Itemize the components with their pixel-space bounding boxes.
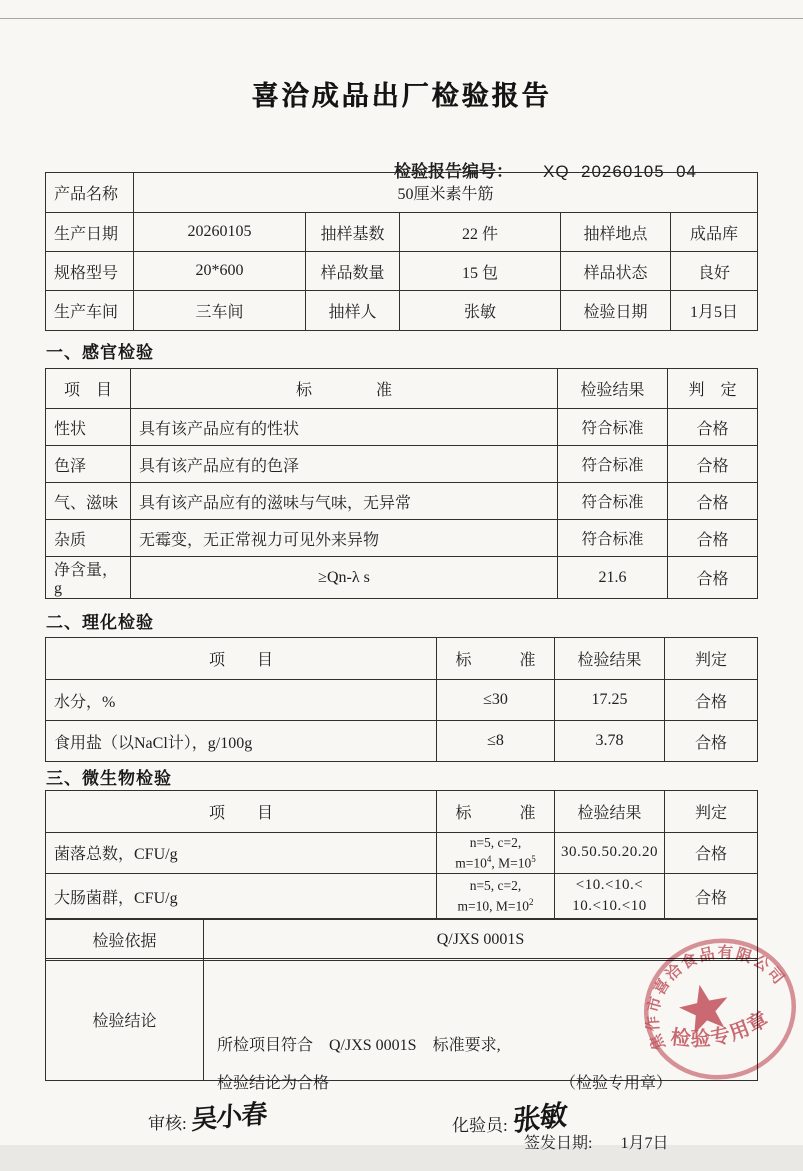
sampler-label: 抽样人 — [306, 291, 400, 331]
physchem-item: 水分，% — [46, 680, 437, 721]
section-heading-sensory: 一、感官检验 — [46, 343, 154, 362]
basis-label: 检验依据 — [46, 919, 204, 961]
sensory-judge: 合格 — [668, 446, 758, 483]
product-info-table — [45, 172, 758, 331]
physchem-result: 3.78 — [555, 721, 665, 762]
sample-base-label: 抽样基数 — [306, 213, 400, 252]
col-header-judge: 判定 — [665, 638, 758, 680]
conclusion-line2: 检验结论为合格 — [217, 1074, 330, 1092]
micro-result-line2: 10.<10.<10 — [572, 898, 647, 915]
workshop-value: 三车间 — [134, 291, 306, 331]
report-number-value: XQ 20260105 04 — [543, 162, 698, 181]
table-row — [46, 213, 758, 252]
col-header-item: 项 目 — [46, 791, 437, 833]
scan-edge-line — [0, 18, 803, 19]
prod-date-label: 生产日期 — [46, 213, 134, 252]
sensory-result: 符合标准 — [558, 409, 668, 446]
col-header-result: 检验结果 — [555, 791, 665, 833]
sensory-item: 性状 — [46, 409, 131, 446]
std-text: m=10 — [455, 855, 487, 871]
sensory-item: 色泽 — [46, 446, 131, 483]
col-header-standard: 标 准 — [437, 791, 555, 833]
sensory-result: 符合标准 — [558, 483, 668, 520]
sensory-item: 气、滋味 — [46, 483, 131, 520]
sample-state-label: 样品状态 — [561, 252, 671, 291]
sensory-judge: 合格 — [668, 557, 758, 599]
micro-standard — [437, 873, 555, 919]
sensory-judge: 合格 — [668, 409, 758, 446]
spec-label: 规格型号 — [46, 252, 134, 291]
std-sup: 4 — [486, 853, 492, 864]
micro-result — [555, 833, 665, 874]
sensory-item: 净含量，g — [46, 557, 131, 599]
product-name-label: 产品名称 — [46, 173, 134, 213]
company-seal-stamp — [637, 929, 803, 1089]
micro-result-line1: <10.<10.< — [575, 877, 644, 894]
micro-table — [45, 790, 758, 920]
sample-qty-label: 样品数量 — [306, 252, 400, 291]
table-header-row — [46, 638, 758, 680]
table-header-row — [46, 369, 758, 409]
table-row — [46, 483, 758, 520]
review-signature — [148, 1100, 266, 1137]
sensory-result: 符合标准 — [558, 520, 668, 557]
sensory-standard: 具有该产品应有的滋味与气味，无异常 — [131, 483, 558, 520]
table-row — [46, 721, 758, 762]
physchem-judge: 合格 — [665, 680, 758, 721]
table-row — [46, 873, 758, 919]
col-header-item: 项 目 — [46, 638, 437, 680]
micro-result — [555, 873, 665, 919]
svg-text:检验专用章 — [665, 1004, 775, 1058]
table-row — [46, 833, 758, 874]
sensory-standard: 具有该产品应有的色泽 — [131, 446, 558, 483]
sensory-standard: ≥Qn-λ s — [131, 557, 558, 599]
std-text: , M=10 — [491, 855, 532, 871]
signature-row — [0, 1100, 803, 1140]
tester-label: 化验员: — [452, 1116, 508, 1135]
col-header-result: 检验结果 — [555, 638, 665, 680]
table-row — [46, 557, 758, 599]
micro-item: 大肠菌群，CFU/g — [46, 873, 437, 919]
sensory-standard: 无霉变，无正常视力可见外来异物 — [131, 520, 558, 557]
sensory-judge: 合格 — [668, 483, 758, 520]
sample-state-value: 良好 — [671, 252, 758, 291]
physchem-table — [45, 637, 758, 762]
table-row — [46, 520, 758, 557]
conclusion-label: 检验结论 — [46, 959, 204, 1081]
table-row — [46, 680, 758, 721]
micro-result-line1: 30.50.50.20.20 — [561, 844, 658, 861]
physchem-result: 17.25 — [555, 680, 665, 721]
table-row — [46, 409, 758, 446]
col-header-item: 项 目 — [46, 369, 131, 409]
section-heading-physchem: 二、理化检验 — [46, 613, 154, 632]
col-header-result: 检验结果 — [558, 369, 668, 409]
issue-date-label: 签发日期: — [524, 1134, 593, 1152]
micro-standard-line2 — [442, 853, 549, 873]
basis-value: Q/JXS 0001S — [204, 919, 758, 961]
std-sup: 5 — [531, 853, 536, 864]
table-row — [46, 446, 758, 483]
sample-place-value: 成品库 — [671, 213, 758, 252]
std-sup: 2 — [528, 896, 534, 907]
micro-judge: 合格 — [665, 873, 758, 919]
table-row — [46, 252, 758, 291]
prod-date-value: 20260105 — [134, 213, 306, 252]
section-heading-micro: 三、微生物检验 — [46, 769, 172, 788]
sensory-result: 符合标准 — [558, 446, 668, 483]
std-text: m=10, M=10 — [457, 898, 529, 914]
micro-judge: 合格 — [665, 833, 758, 874]
table-header-row — [46, 791, 758, 833]
table-row — [46, 173, 758, 213]
physchem-judge: 合格 — [665, 721, 758, 762]
report-number-label: 检验报告编号： — [394, 162, 513, 181]
sampler-value: 张敏 — [400, 291, 561, 331]
col-header-judge: 判 定 — [668, 369, 758, 409]
micro-item: 菌落总数，CFU/g — [46, 833, 437, 874]
sample-place-label: 抽样地点 — [561, 213, 671, 252]
col-header-standard: 标 准 — [437, 638, 555, 680]
col-header-judge: 判定 — [665, 791, 758, 833]
sensory-table — [45, 368, 758, 599]
conclusion-line1: 所检项目符合 Q/JXS 0001S 标准要求, — [217, 1036, 501, 1054]
review-label: 审核: — [148, 1114, 187, 1133]
spec-value: 20*600 — [134, 252, 306, 291]
workshop-label: 生产车间 — [46, 291, 134, 331]
review-signature-name: 吴小春 — [191, 1099, 267, 1135]
micro-standard — [437, 833, 555, 874]
seal-company-text: 焦作市喜洽食品有限公司 — [644, 944, 789, 1053]
col-header-standard: 标 准 — [131, 369, 558, 409]
physchem-standard: ≤30 — [437, 680, 555, 721]
table-row — [46, 291, 758, 331]
page-title: 喜洽成品出厂检验报告 — [251, 81, 552, 111]
sensory-item: 杂质 — [46, 520, 131, 557]
sensory-standard: 具有该产品应有的性状 — [131, 409, 558, 446]
seal-bottom-text: 检验专用章 — [669, 1007, 773, 1051]
micro-standard-line1: n=5, c=2, — [469, 878, 522, 894]
sensory-result: 21.6 — [558, 557, 668, 599]
sample-base-value: 22 件 — [400, 213, 561, 252]
inspect-date-label: 检验日期 — [561, 291, 671, 331]
tester-signature — [452, 1100, 566, 1140]
sample-qty-value: 15 包 — [400, 252, 561, 291]
sensory-judge: 合格 — [668, 520, 758, 557]
micro-standard-line1: n=5, c=2, — [469, 835, 522, 850]
product-name-value: 50厘米素牛筋 — [134, 173, 758, 213]
issue-date-value: 1月7日 — [620, 1134, 669, 1152]
physchem-standard: ≤8 — [437, 721, 555, 762]
physchem-item: 食用盐（以NaCl计），g/100g — [46, 721, 437, 762]
inspect-date-value: 1月5日 — [671, 291, 758, 331]
tester-signature-name: 张敏 — [512, 1099, 568, 1138]
seal-note: （检验专用章） — [560, 1074, 673, 1092]
micro-standard-line2 — [442, 896, 549, 916]
